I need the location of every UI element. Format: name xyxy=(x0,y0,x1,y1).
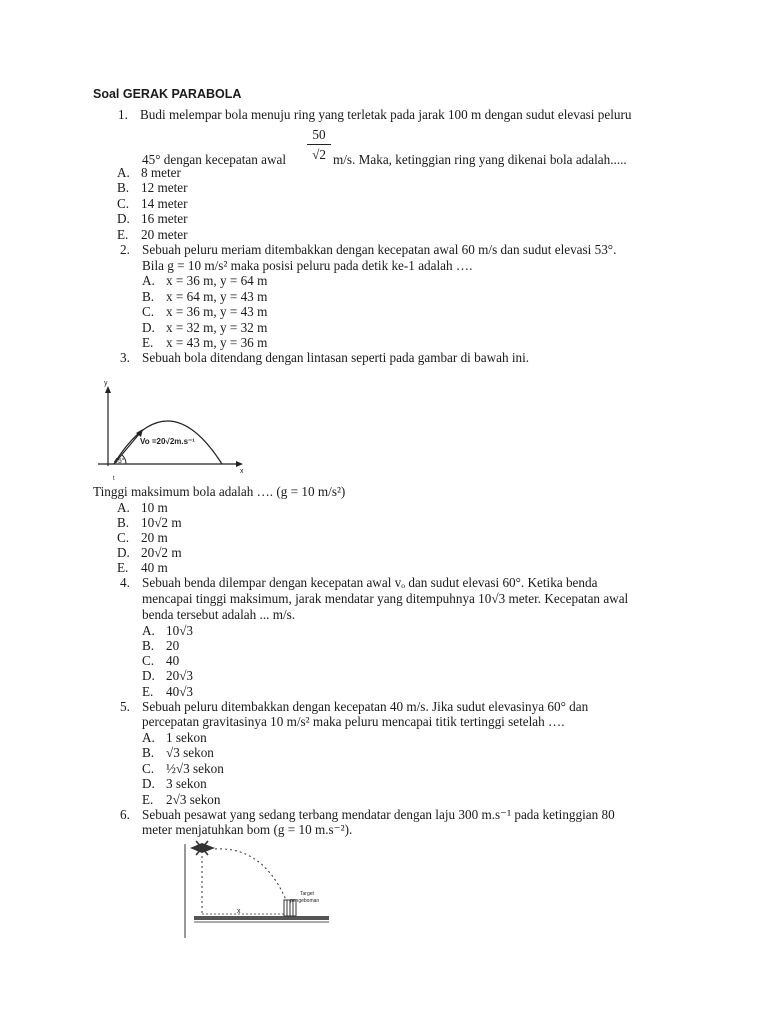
option-e[interactable]: E. 2√3 sekon xyxy=(142,792,221,807)
option-c[interactable]: C. x = 36 m, y = 43 m xyxy=(142,304,268,319)
bomb-drop-figure xyxy=(182,838,342,940)
question-number: 3. xyxy=(120,350,130,365)
question-number: 6. xyxy=(120,807,130,822)
origin-label: t xyxy=(113,476,115,482)
y-axis-arrow xyxy=(105,386,111,393)
question-1-line1: 1. Budi melempar bola menuju ring yang terletak pada jarak 100 m dengan sudut elevasi peluru xyxy=(118,107,632,122)
target-label-2: pengeboman xyxy=(290,898,320,904)
x-axis-label: x xyxy=(240,468,244,475)
question-4-line2: mencapai tinggi maksimum, jarak mendatar yang ditempuhnya 10√3 meter. Kecepatan awal xyxy=(142,591,629,606)
page-title: Soal GERAK PARABOLA xyxy=(93,87,242,101)
option-c[interactable]: C. 40 xyxy=(142,653,180,668)
question-3-stem: Tinggi maksimum bola adalah …. (g = 10 m/s²) xyxy=(93,484,346,499)
option-b[interactable]: B. 10√2 m xyxy=(117,515,182,530)
question-4-line1: 4. Sebuah benda dilempar dengan kecepatan awal vₒ dan sudut elevasi 60°. Ketika benda xyxy=(120,575,598,590)
bomb-trajectory xyxy=(215,849,290,910)
option-b[interactable]: B. 20 xyxy=(142,638,180,653)
question-2-line2: Bila g = 10 m/s² maka posisi peluru pada detik ke-1 adalah …. xyxy=(142,258,473,273)
ground xyxy=(194,916,329,920)
angle-label: 45° xyxy=(114,458,125,465)
option-e[interactable]: E. 20 meter xyxy=(117,227,188,242)
question-5-line2: percepatan gravitasinya 10 m/s² maka peluru mencapai titik tertinggi setelah …. xyxy=(142,714,565,729)
option-c[interactable]: C. ½√3 sekon xyxy=(142,761,224,776)
velocity-label: Vo =20√2m.s⁻¹ xyxy=(140,437,195,446)
option-d[interactable]: D. x = 32 m, y = 32 m xyxy=(142,320,268,335)
option-d[interactable]: D. 20√3 xyxy=(142,668,194,683)
option-a[interactable]: A. x = 36 m, y = 64 m xyxy=(142,273,268,288)
target-label: Target xyxy=(300,891,314,897)
question-5-line1: 5. Sebuah peluru ditembakkan dengan kecepatan 40 m/s. Jika sudut elevasinya 60° dan xyxy=(120,699,589,714)
question-6-line2: meter menjatuhkan bom (g = 10 m.s⁻²). xyxy=(142,822,353,837)
option-d[interactable]: D. 20√2 m xyxy=(117,545,182,560)
question-number: 5. xyxy=(120,699,130,714)
x-axis-arrow xyxy=(236,461,243,467)
y-axis-label: y xyxy=(104,380,108,387)
option-a[interactable]: A. 1 sekon xyxy=(142,730,207,745)
option-a[interactable]: A. 10 m xyxy=(117,500,168,515)
option-b[interactable]: B. x = 64 m, y = 43 m xyxy=(142,289,268,304)
fraction: 50 √2 xyxy=(307,127,331,162)
question-6-line1: 6. Sebuah pesawat yang sedang terbang mendatar dengan laju 300 m.s⁻¹ pada ketinggian 80 xyxy=(120,807,615,822)
option-e[interactable]: E. 40 m xyxy=(117,560,168,575)
question-4-line3: benda tersebut adalah ... m/s. xyxy=(142,607,296,622)
question-3-line1: 3. Sebuah bola ditendang dengan lintasan seperti pada gambar di bawah ini. xyxy=(120,350,530,365)
option-c[interactable]: C. 20 m xyxy=(117,530,168,545)
option-d[interactable]: D. 16 meter xyxy=(117,211,188,226)
question-number: 4. xyxy=(120,575,130,590)
airplane-icon xyxy=(190,841,215,855)
question-number: 2. xyxy=(120,242,130,257)
option-d[interactable]: D. 3 sekon xyxy=(142,776,207,791)
question-1-line2b: m/s. Maka, ketinggian ring yang dikenai bola adalah..... xyxy=(333,152,627,167)
option-c[interactable]: C. 14 meter xyxy=(117,196,188,211)
option-e[interactable]: E. x = 43 m, y = 36 m xyxy=(142,335,268,350)
option-b[interactable]: B. 12 meter xyxy=(117,180,188,195)
option-e[interactable]: E. 40√3 xyxy=(142,684,194,699)
question-1-line2a: 45° dengan kecepatan awal xyxy=(142,152,287,167)
option-b[interactable]: B. √3 sekon xyxy=(142,745,214,760)
option-a[interactable]: A. 8 meter xyxy=(117,165,181,180)
question-number: 1. xyxy=(118,107,128,122)
option-a[interactable]: A. 10√3 xyxy=(142,623,194,638)
projectile-figure xyxy=(92,376,252,484)
distance-label: x xyxy=(237,908,241,915)
question-2-line1: 2. Sebuah peluru meriam ditembakkan dengan kecepatan awal 60 m/s dan sudut elevasi 53°. xyxy=(120,242,617,257)
